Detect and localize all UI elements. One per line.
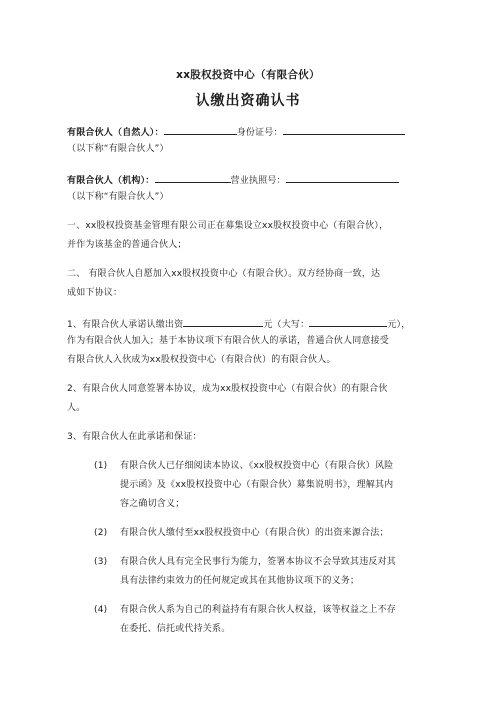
subitem-line: 具有法律约束效力的任何规定或其在其他协议项下的义务； — [120, 576, 360, 586]
item2-line: 2、有限合伙人同意签署本协议，成为xx股权投资中心（有限合伙）的有限合伙 — [67, 384, 388, 394]
item2-line: 人。 — [67, 403, 86, 413]
subitem-line: 提示函》及《xx股权投资中心（有限合伙）募集说明书》，理解其内 — [120, 480, 394, 490]
subitem-number: (4) — [94, 605, 108, 615]
natural-partner-label: 有限合伙人（自然人）： — [67, 128, 164, 138]
subitem-line: 有限合伙人系为自己的利益持有有限合伙人权益，该等权益之上不存 — [120, 605, 397, 615]
org-partner-row — [67, 172, 399, 188]
org-partner-name-blank — [155, 172, 231, 183]
item1-yuan-end: 元）， — [387, 320, 411, 330]
natural-partner-row — [67, 124, 405, 140]
id-number-label: 身份证号： — [236, 128, 283, 138]
item1-line: 有限合伙人入伙成为xx股权投资中心（有限合伙）的有限合伙人。 — [67, 355, 336, 365]
subitem-line: 在委托、信托或代持关系。 — [120, 624, 231, 634]
item1-yuan: 元（大写： — [263, 320, 310, 330]
id-number-blank — [283, 124, 405, 135]
org-partner-note: （以下称“有限合伙人”） — [67, 192, 169, 202]
subitem-line: 有限合伙人缴付至xx股权投资中心（有限合伙）的出资来源合法； — [120, 528, 389, 538]
org-partner-label: 有限合伙人（机构）： — [67, 176, 155, 186]
subitem-number: (2) — [94, 528, 108, 538]
document-title: 认缴出资确认书 — [195, 93, 301, 109]
subitem-number: (1) — [94, 461, 108, 471]
para1-line: 一、xx股权投资基金管理有限公司正在募集设立xx股权投资中心（有限合伙）， — [67, 221, 389, 231]
subitem-number: (3) — [94, 557, 108, 567]
subitem-line: 有限合伙人具有完全民事行为能力，签署本协议不会导致其违反对其 — [120, 557, 397, 567]
license-number-blank — [286, 172, 399, 183]
para2-line: 成如下协议： — [67, 288, 123, 298]
amount-blank — [183, 316, 263, 327]
para1-line: 并作为该基金的普通合伙人； — [67, 240, 187, 250]
item1-line: 作为有限合伙人加入；基于本协议项下有限合伙人的承诺，普通合伙人同意接受 — [67, 336, 390, 346]
subitem-line: 有限合伙人已仔细阅读本协议、《xx股权投资中心（有限合伙）风险 — [120, 461, 394, 471]
license-number-label: 营业执照号： — [230, 176, 286, 186]
item1-first-line — [67, 316, 410, 332]
para2-line: 二、 有限合伙人自愿加入xx股权投资中心（有限合伙）。双方经协商一致，达 — [67, 269, 381, 279]
natural-partner-name-blank — [164, 124, 237, 135]
item3-heading: 3、有限合伙人在此承诺和保证： — [67, 432, 202, 442]
natural-partner-note: （以下称“有限合伙人”） — [67, 144, 169, 154]
fund-name-heading: xx股权投资中心（有限合伙） — [176, 69, 320, 81]
item1-prefix: 1、有限合伙人承诺认缴出资 — [67, 320, 184, 330]
amount-words-blank — [309, 316, 387, 327]
subitem-line: 容之确切含义； — [120, 499, 185, 509]
